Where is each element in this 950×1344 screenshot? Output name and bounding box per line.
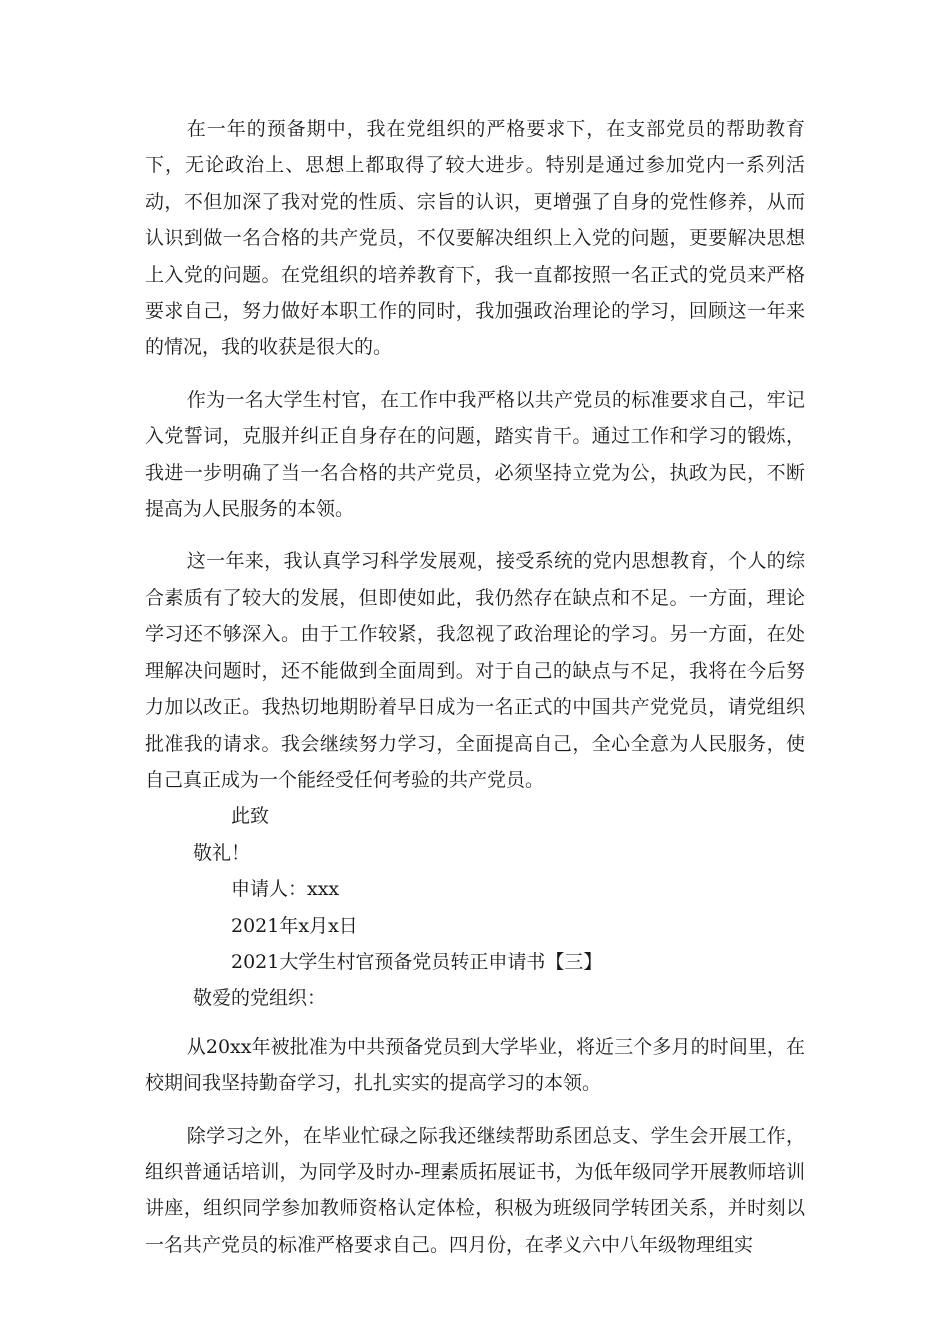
- application-date: 2021年x月x日: [231, 914, 358, 937]
- greeting-text: 敬爱的党组织：: [193, 987, 327, 1010]
- paragraph-graduation-study: 从20xx年被批准为中共预备党员到大学毕业，将近三个多月的时间里，在校期间我坚持勤奋学习，扎扎实实的提高学习的本领。: [145, 1035, 805, 1095]
- applicant-signature: 申请人：xxx: [231, 878, 340, 901]
- section-title: 2021大学生村官预备党员转正申请书【三】: [231, 950, 603, 973]
- closing-text: 此致: [231, 805, 270, 828]
- paragraph-probation-progress: 在一年的预备期中，我在党组织的严格要求下，在支部党员的帮助教育下，无论政治上、思想上都取得了较大进步。特别是通过参加党内一系列活动，不但加深了我对党的性质、宗旨的认识，更增强了自身的党性修养，从而认识到做一名合格的共产党员，不仅要解决组织上入党的问题，更要解决思想上入党的问题。在党组织的培养教育下，我一直都按照一名正式的党员来严格要求自己，努力做好本职工作的同时，我加强政治理论的学习，回顾这一年来的情况，我的收获是很大的。: [145, 118, 805, 359]
- paragraph-self-assessment: 这一年来，我认真学习科学发展观，接受系统的党内思想教育，个人的综合素质有了较大的发展，但即使如此，我仍然存在缺点和不足。一方面，理论学习还不够深入。由于工作较紧，我忽视了政治理论的学习。另一方面，在处理解决问题时，还不能做到全面周到。对于自己的缺点与不足，我将在今后努力加以改正。我热切地期盼着早日成为一名正式的中国共产党党员，请党组织批准我的请求。我会继续努力学习，全面提高自己，全心全意为人民服务，使自己真正成为一个能经受任何考验的共产党员。: [145, 550, 805, 791]
- paragraph-extra-work: 除学习之外，在毕业忙碌之际我还继续帮助系团总支、学生会开展工作，组织普通话培训，为同学及时办-理素质拓展证书，为低年级同学开展教师培训讲座，组织同学参加教师资格认定体检，积极为班级同学转团关系，并时刻以一名共产党员的标准严格要求自己。四月份，在孝义六中八年级物理组实: [145, 1124, 805, 1256]
- salute-text: 敬礼！: [193, 841, 251, 864]
- paragraph-village-official: 作为一名大学生村官，在工作中我严格以共产党员的标准要求自己，牢记入党誓词，克服并纠正自身存在的问题，踏实肯干。通过工作和学习的锻炼，我进一步明确了当一名合格的共产党员，必须坚持立党为公，执政为民，不断提高为人民服务的本领。: [145, 388, 805, 521]
- document-body: [145, 111, 805, 1263]
